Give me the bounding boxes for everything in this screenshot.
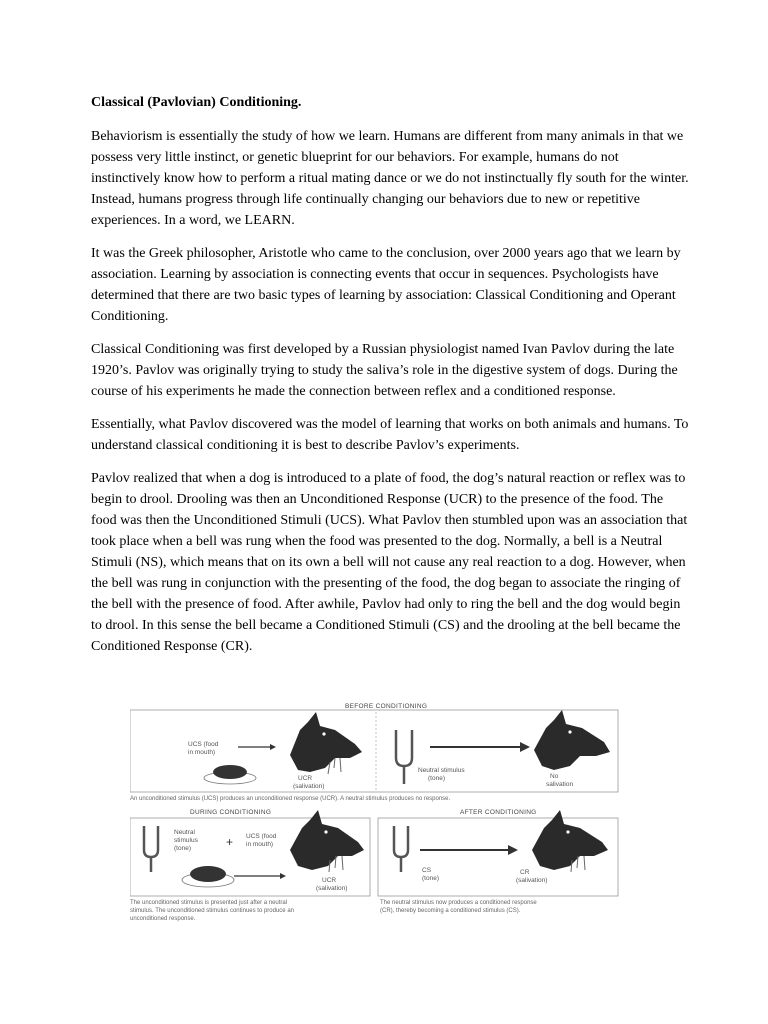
before-caption: An unconditioned stimulus (UCS) produces an unconditioned response (UCR). A neutral stimulus produces no response. <box>130 796 451 802</box>
before-ucs-label-2: in mouth) <box>188 749 216 756</box>
before-header: BEFORE CONDITIONING <box>345 703 428 710</box>
during-header: DURING CONDITIONING <box>190 809 272 816</box>
paragraph-pavlov-intro: Classical Conditioning was first developed by a Russian physiologist named Ivan Pavlov during the late 1920’s. Pavlov was originally trying to study the saliva’s role in the digestive system of dogs. During the course of his experiments he made the connection between reflex and a conditioned response. <box>91 342 678 399</box>
before-ucr-label: UCR <box>298 775 313 782</box>
after-caption-1: The neutral stimulus now produces a conditioned response <box>380 900 537 906</box>
before-no-label: No <box>550 773 559 780</box>
before-no-label-2: salivation <box>546 781 574 788</box>
during-food-icon <box>190 866 226 882</box>
document-body <box>91 92 691 669</box>
during-ns-label-2: stimulus <box>174 837 198 844</box>
plus-sign: + <box>226 835 234 849</box>
after-header: AFTER CONDITIONING <box>460 809 537 816</box>
after-cs-label: CS <box>422 867 432 874</box>
during-ucs-label-2: in mouth) <box>246 841 274 848</box>
before-ns-label: Neutral stimulus <box>418 767 465 774</box>
during-caption-1: The unconditioned stimulus is presented just after a neutral <box>130 900 288 906</box>
during-ucr-label-2: (salivation) <box>316 885 348 892</box>
during-ns-label: Neutral <box>174 829 195 836</box>
during-caption-2: stimulus. The unconditioned stimulus continues to produce an <box>130 908 294 914</box>
document-title: Classical (Pavlovian) Conditioning. <box>91 95 302 110</box>
before-ucr-label-2: (salivation) <box>293 783 325 790</box>
paragraph-model: Essentially, what Pavlov discovered was the model of learning that works on both animals and humans. To understand classical conditioning it is best to describe Pavlov’s experiments. <box>91 417 689 453</box>
after-cs-label-2: (tone) <box>422 875 439 882</box>
during-ucs-label: UCS (food <box>246 833 277 840</box>
during-ns-label-3: (tone) <box>174 845 191 852</box>
paragraph-experiment: Pavlov realized that when a dog is introduced to a plate of food, the dog’s natural reaction or reflex was to begin to drool. Drooling was then an Unconditioned Response (UCR) to the presence of the food. The food was then the Unconditioned Stimuli (UCS). What Pavlov then stumbled upon was an association that took place when a bell was rung when the food was presented to the dog. Normally, a bell is a Neutral Stimuli (NS), which means that on its own a bell will not cause any real reaction to a dog. However, when the bell was rung in conjunction with the presenting of the food, the dog began to associate the ringing of the bell with the presence of food. After awhile, Pavlov had only to ring the bell and the dog would begin to drool. In this sense the bell became a Conditioned Stimuli (CS) and the drooling at the bell became the Conditioned Response (CR). <box>91 471 688 654</box>
conditioning-diagram <box>130 700 620 928</box>
after-cr-label: CR <box>520 869 530 876</box>
paragraph-aristotle: It was the Greek philosopher, Aristotle who came to the conclusion, over 2000 years ago that we learn by association. Learning by association is connecting events that occur in sequences. Psychologists have determined that there are two basic types of learning by association: Classical Conditioning and Operant Conditioning. <box>91 246 681 324</box>
paragraph-behaviorism: Behaviorism is essentially the study of how we learn. Humans are different from many animals in that we possess very little instinct, or genetic blueprint for our behaviors. For example, humans do not instinctively know how to perform a ritual mating dance or we do not instinctually fly south for the winter. Instead, humans progress through life continually changing our behaviors due to new or repetitive experiences. In a word, we LEARN. <box>91 129 689 228</box>
before-ns-label-2: (tone) <box>428 775 445 782</box>
before-ucs-label: UCS (food <box>188 741 219 748</box>
during-caption-3: unconditioned response. <box>130 916 196 922</box>
conditioning-figure <box>130 700 620 928</box>
after-cr-label-2: (salivation) <box>516 877 548 884</box>
food-icon <box>213 765 247 779</box>
after-caption-2: (CR), thereby becoming a conditioned stimulus (CS). <box>380 908 521 914</box>
during-ucr-label: UCR <box>322 877 337 884</box>
